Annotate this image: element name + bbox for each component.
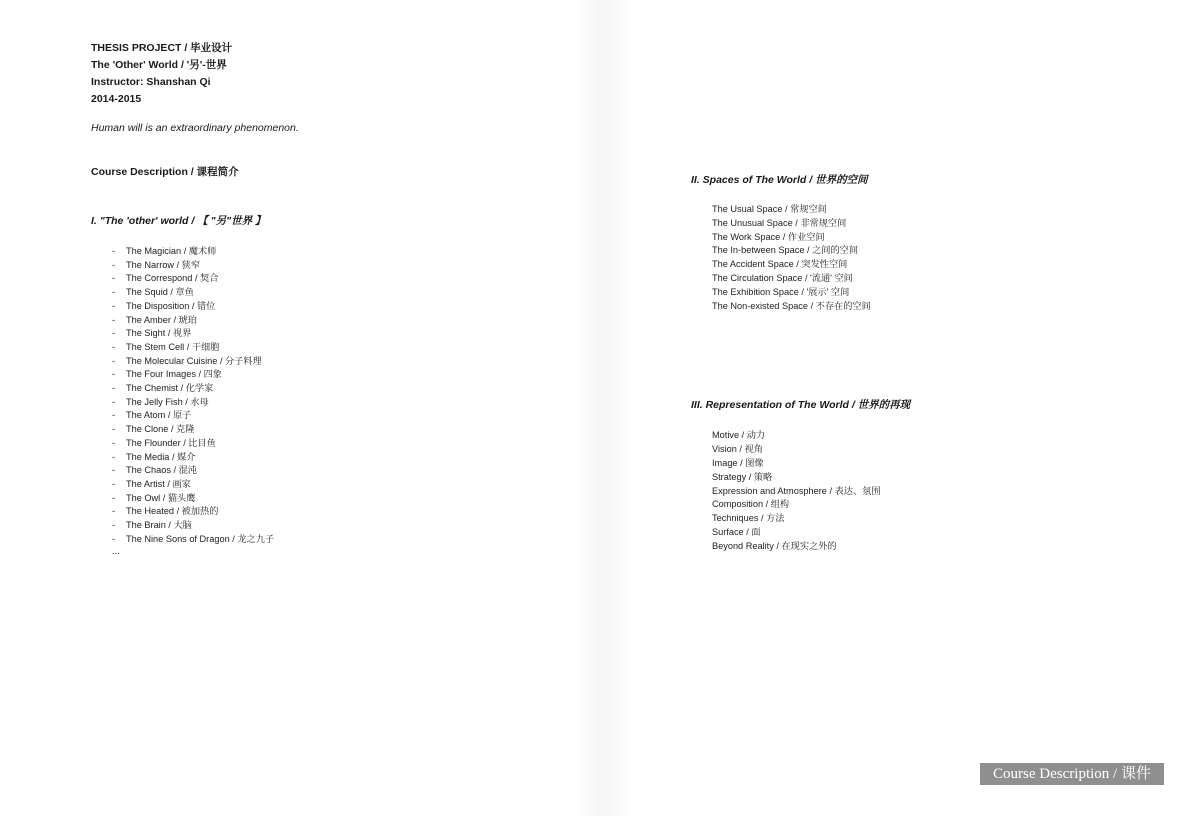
right-page <box>691 172 1151 554</box>
list-item: - The Flounder / 比目鱼 <box>91 437 551 451</box>
list-item: - The Narrow / 狭窄 <box>91 259 551 273</box>
list-item: - The Magician / 魔术师 <box>91 245 551 259</box>
section-1-list <box>91 245 551 546</box>
list-item: - The Owl / 猫头鹰 <box>91 492 551 506</box>
list-item: - The Amber / 琥珀 <box>91 314 551 328</box>
list-item: - The Molecular Cuisine / 分子料理 <box>91 355 551 369</box>
project-title: The 'Other' World / '另'-世界 <box>91 59 227 71</box>
list-item: Surface / 面 <box>712 526 761 537</box>
list-item: - The Media / 媒介 <box>91 451 551 465</box>
list-item: The Work Space / 作业空间 <box>712 231 825 242</box>
list-item: - The Brain / 大脑 <box>91 519 551 533</box>
section-2-list <box>691 203 1151 313</box>
list-item: - The Heated / 被加热的 <box>91 505 551 519</box>
list-item: Expression and Atmosphere / 表达、氛围 <box>712 485 881 496</box>
list-item: Techniques / 方法 <box>712 513 785 524</box>
list-item: The Unusual Space / 非常规空间 <box>712 217 847 228</box>
section-3-list <box>691 429 1151 553</box>
list-item: - The Sight / 视界 <box>91 327 551 341</box>
list-item: The In-between Space / 之间的空间 <box>712 245 859 256</box>
page-gutter <box>572 0 636 816</box>
list-item: - The Artist / 画家 <box>91 478 551 492</box>
list-item: - The Jelly Fish / 水母 <box>91 396 551 410</box>
instructor: Instructor: Shanshan Qi <box>91 76 211 88</box>
list-item: - The Chemist / 化学家 <box>91 382 551 396</box>
list-item: The Exhibition Space / '展示' 空间 <box>712 286 850 297</box>
list-item: Strategy / 策略 <box>712 471 773 482</box>
list-item: - The Chaos / 混沌 <box>91 464 551 478</box>
list-item: Vision / 视角 <box>712 444 763 455</box>
list-item: - The Disposition / 错位 <box>91 300 551 314</box>
course-description-heading: Course Description / 课程简介 <box>91 166 239 178</box>
list-item: Image / 图像 <box>712 457 764 468</box>
section-3-heading: III. Representation of The World / 世界的再现 <box>691 399 911 412</box>
list-item: Beyond Reality / 在现实之外的 <box>712 540 837 551</box>
list-item: - The Stem Cell / 干细胞 <box>91 341 551 355</box>
left-page <box>91 40 551 556</box>
list-item: - The Clone / 克隆 <box>91 423 551 437</box>
list-item: - The Atom / 原子 <box>91 409 551 423</box>
list-item: The Usual Space / 常规空间 <box>712 204 827 214</box>
list-ellipsis: ... <box>112 546 120 557</box>
quote: Human will is an extraordinary phenomenon. <box>91 122 299 134</box>
list-item: - The Four Images / 四象 <box>91 368 551 382</box>
list-item: Composition / 组构 <box>712 499 790 510</box>
list-item: The Non-existed Space / 不存在的空间 <box>712 300 871 311</box>
list-item: The Circulation Space / '流通' 空间 <box>712 272 853 283</box>
list-item: - The Nine Sons of Dragon / 龙之九子 <box>91 533 551 547</box>
section-2-heading: II. Spaces of The World / 世界的空间 <box>691 174 868 186</box>
list-item: Motive / 动力 <box>712 430 766 441</box>
project-label: THESIS PROJECT / 毕业设计 <box>91 42 233 54</box>
list-item: - The Correspond / 契合 <box>91 272 551 286</box>
footer-label: Course Description / 课件 <box>980 763 1164 785</box>
years: 2014-2015 <box>91 93 142 105</box>
list-item: - The Squid / 章鱼 <box>91 286 551 300</box>
list-item: The Accident Space / 突发性空间 <box>712 259 848 270</box>
section-1-heading: I. "The 'other' world / 【 "另"世界 】 <box>91 215 266 227</box>
